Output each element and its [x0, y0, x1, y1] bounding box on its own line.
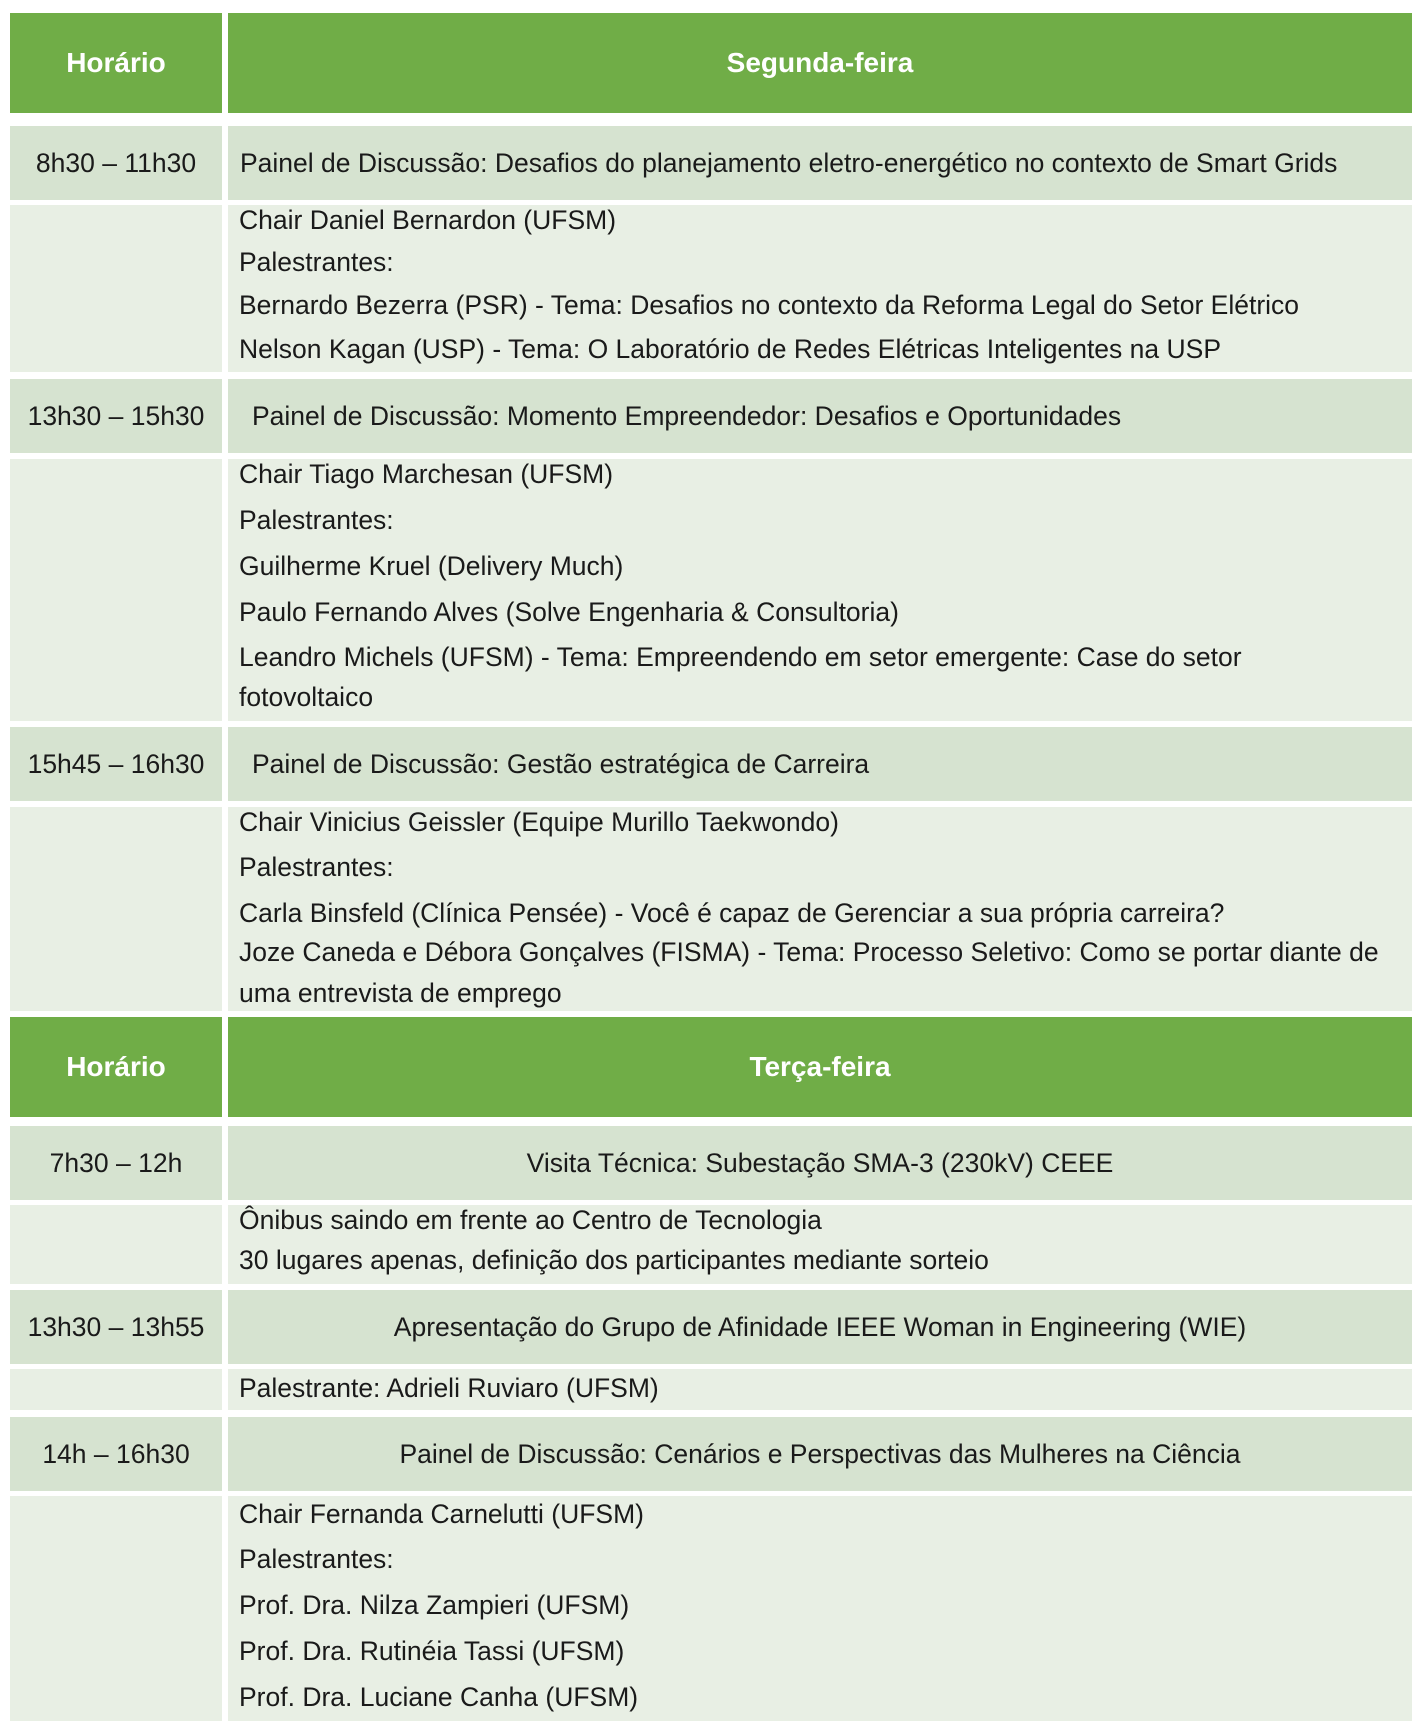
session-details-row: [10, 807, 1412, 1011]
monday-header-row: [10, 13, 1412, 113]
detail-line: Palestrante: Adrieli Ruviaro (UFSM): [239, 1373, 659, 1403]
day-column-header: Segunda-feira: [228, 13, 1412, 113]
detail-line: Carla Binsfeld (Clínica Pensée) - Você é capaz de Gerenciar a sua própria carreira?: [239, 898, 1225, 928]
session-time: 7h30 – 12h: [10, 1126, 222, 1200]
session-time: 13h30 – 13h55: [10, 1290, 222, 1364]
detail-line: Palestrantes:: [239, 852, 394, 882]
session-row: [10, 727, 1412, 801]
empty-time-cell: [10, 1496, 222, 1721]
session-row: [10, 1417, 1412, 1491]
empty-time-cell: [10, 807, 222, 1011]
session-title: Painel de Discussão: Momento Empreendedor: Desafios e Oportunidades: [228, 379, 1412, 453]
session-details-row: [10, 205, 1412, 372]
empty-time-cell: [10, 205, 222, 372]
session-time: 14h – 16h30: [10, 1417, 222, 1491]
session-details-row: [10, 1369, 1412, 1410]
detail-line: Prof. Dra. Luciane Canha (UFSM): [239, 1682, 639, 1712]
session-row: [10, 1126, 1412, 1200]
detail-line: Ônibus saindo em frente ao Centro de Tecnologia: [239, 1205, 822, 1235]
detail-line: Palestrantes:: [239, 1544, 394, 1574]
detail-line: Paulo Fernando Alves (Solve Engenharia & Consultoria): [239, 597, 899, 627]
detail-line: Joze Caneda e Débora Gonçalves (FISMA) - Tema: Processo Seletivo: Como se portar diante de: [239, 937, 1379, 967]
detail-line: Guilherme Kruel (Delivery Much): [239, 551, 624, 581]
session-time: 13h30 – 15h30: [10, 379, 222, 453]
detail-line: Palestrantes:: [239, 505, 394, 535]
session-details: [228, 205, 1412, 372]
empty-time-cell: [10, 1205, 222, 1284]
session-time: 15h45 – 16h30: [10, 727, 222, 801]
session-title: Painel de Discussão: Desafios do planejamento eletro-energético no contexto de Smart Grids: [228, 126, 1412, 200]
time-column-header: Horário: [10, 1017, 222, 1117]
detail-line: uma entrevista de emprego: [239, 978, 562, 1008]
detail-line: fotovoltaico: [239, 682, 374, 712]
tuesday-header-row: [10, 1017, 1412, 1117]
empty-time-cell: [10, 459, 222, 721]
session-row: [10, 1290, 1412, 1364]
session-details: [228, 807, 1412, 1011]
session-details: [228, 1205, 1412, 1284]
empty-time-cell: [10, 1369, 222, 1410]
session-time: 8h30 – 11h30: [10, 126, 222, 200]
session-row: [10, 379, 1412, 453]
detail-line: Prof. Dra. Rutinéia Tassi (UFSM): [239, 1636, 625, 1666]
session-title: Visita Técnica: Subestação SMA-3 (230kV) CEEE: [228, 1126, 1412, 1200]
detail-line: Leandro Michels (UFSM) - Tema: Empreendendo em setor emergente: Case do setor: [239, 642, 1242, 672]
session-title: Painel de Discussão: Cenários e Perspectivas das Mulheres na Ciência: [228, 1417, 1412, 1491]
session-row: [10, 126, 1412, 200]
session-details-row: [10, 459, 1412, 721]
session-details: [228, 1496, 1412, 1721]
detail-line: Chair Tiago Marchesan (UFSM): [239, 459, 614, 489]
day-column-header: Terça-feira: [228, 1017, 1412, 1117]
detail-line: Chair Vinicius Geissler (Equipe Murillo Taekwondo): [239, 807, 839, 837]
detail-line: Nelson Kagan (USP) - Tema: O Laboratório de Redes Elétricas Inteligentes na USP: [239, 334, 1221, 364]
session-title: Apresentação do Grupo de Afinidade IEEE Woman in Engineering (WIE): [228, 1290, 1412, 1364]
detail-line: 30 lugares apenas, definição dos participantes mediante sorteio: [239, 1245, 989, 1275]
detail-line: Chair Fernanda Carnelutti (UFSM): [239, 1499, 644, 1529]
session-title: Painel de Discussão: Gestão estratégica de Carreira: [228, 727, 1412, 801]
time-column-header: Horário: [10, 13, 222, 113]
session-details-row: [10, 1205, 1412, 1284]
detail-line: Bernardo Bezerra (PSR) - Tema: Desafios no contexto da Reforma Legal do Setor Elétrico: [239, 290, 1300, 320]
detail-line: Palestrantes:: [239, 247, 394, 277]
detail-line: Chair Daniel Bernardon (UFSM): [239, 205, 617, 235]
detail-line: Prof. Dra. Nilza Zampieri (UFSM): [239, 1590, 630, 1620]
session-details: [228, 459, 1412, 721]
session-details-row: [10, 1496, 1412, 1721]
session-details: [228, 1369, 1412, 1410]
